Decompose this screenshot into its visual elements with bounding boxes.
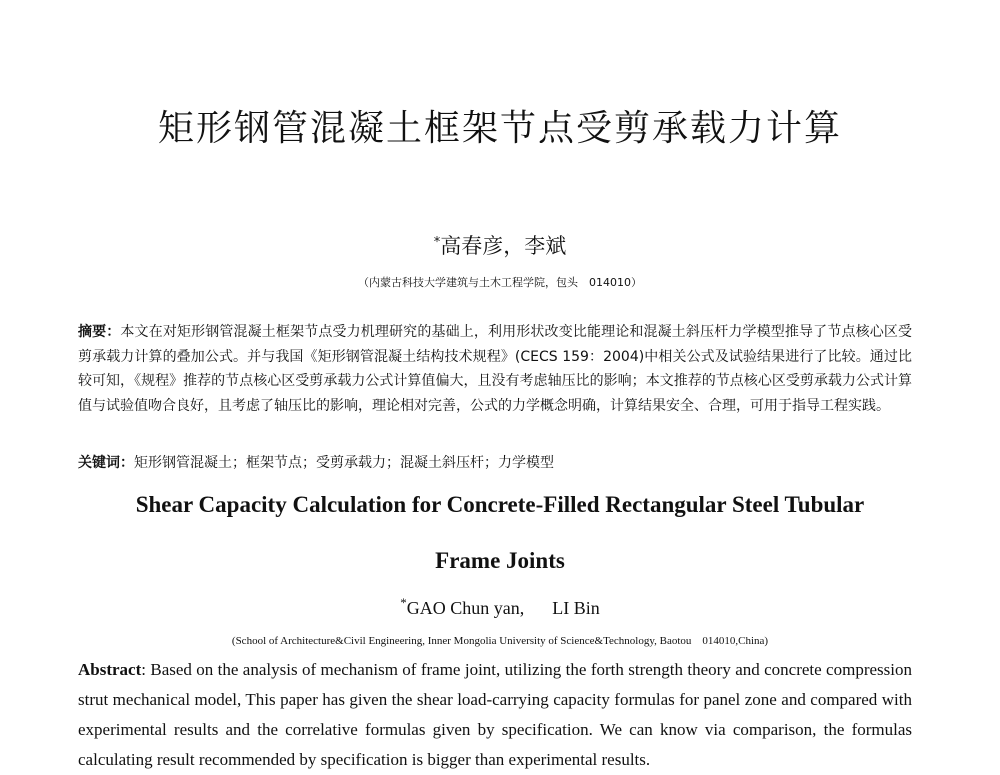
english-title-line-1: Shear Capacity Calculation for Concrete-Filled Rectangular Steel Tubular bbox=[135, 492, 865, 517]
english-author-2: LI Bin bbox=[552, 598, 600, 618]
chinese-keywords-text: 矩形钢管混凝土；框架节点；受剪承载力；混凝土斜压杆；力学模型 bbox=[134, 455, 554, 471]
english-abstract bbox=[78, 655, 912, 775]
english-title-line-2: Frame Joints bbox=[435, 548, 565, 573]
chinese-author-names: 高春彦，李斌 bbox=[440, 234, 567, 258]
english-authors bbox=[0, 595, 1000, 619]
author-marker: * bbox=[433, 235, 441, 250]
chinese-keywords bbox=[78, 452, 912, 472]
chinese-abstract bbox=[78, 320, 912, 418]
chinese-abstract-label: 摘要： bbox=[78, 324, 121, 340]
english-affiliation: (School of Architecture&Civil Engineering, Inner Mongolia University of Science&Technology, Baotou 014010,China) bbox=[231, 635, 769, 647]
english-author-1: GAO Chun yan, bbox=[406, 598, 525, 618]
english-abstract-label: Abstract bbox=[78, 660, 142, 679]
chinese-title: 矩形钢管混凝土框架节点受剪承载力计算 bbox=[157, 108, 842, 149]
english-abstract-text: : Based on the analysis of mechanism of frame joint, utilizing the forth strength theory and concrete compression strut mechanical model, This paper has given the shear load-carrying capacity formulas for panel zone and compared with experimental results and the correlative formulas given by specification. We can know via comparison, the formulas calculating result recommended by specification is bigger than experimental results. bbox=[78, 660, 912, 769]
chinese-affiliation: （内蒙古科技大学建筑与土木工程学院，包头 014010） bbox=[358, 276, 642, 289]
chinese-abstract-text: 本文在对矩形钢管混凝土框架节点受力机理研究的基础上，利用形状改变比能理论和混凝土斜压杆力学模型推导了节点核心区受剪承载力计算的叠加公式。并与我国《矩形钢管混凝土结构技术规程》(CECS 159：2004)中相关公式及试验结果进行了比较。通过比较可知，《规程》推荐的节点核心区受剪承载力公式计算值偏大，且没有考虑轴压比的影响；本文推荐的节点核心区受剪承载力公式计算值与试验值吻合良好，且考虑了轴压比的影响，理论相对完善，公式的力学概念明确，计算结果安全、合理，可用于指导工程实践。 bbox=[78, 324, 913, 414]
chinese-authors bbox=[0, 230, 1000, 260]
english-author-marker: * bbox=[400, 595, 407, 610]
chinese-keywords-label: 关键词： bbox=[78, 455, 134, 471]
